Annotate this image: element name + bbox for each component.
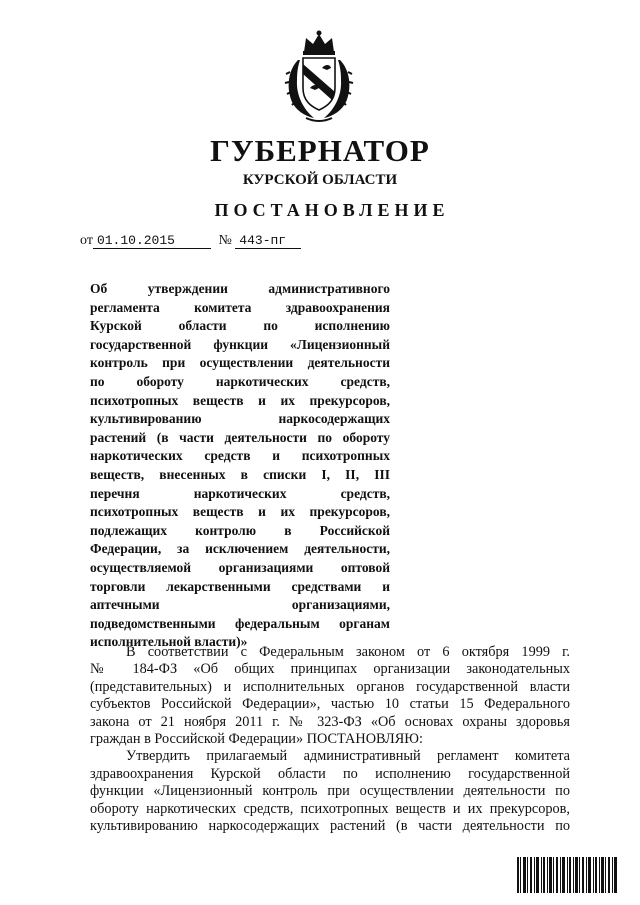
body-line: (представительных) и исполнительных органов государственной власти — [90, 678, 570, 695]
document-date: 01.10.2015 — [93, 233, 211, 249]
subject-line: Федерации, за исключением деятельности, — [90, 541, 390, 557]
date-label: от — [80, 233, 93, 248]
subject-line: Курской области по исполнению — [90, 318, 390, 334]
region-name: КУРСКОЙ ОБЛАСТИ — [242, 172, 398, 188]
document-number: 443-пг — [235, 233, 301, 249]
subject-line: психотропных веществ и их прекурсоров, — [90, 504, 390, 520]
subject-line: исполнительной власти)» — [90, 634, 248, 650]
subject-line: Об утверждении административного — [90, 281, 390, 296]
body-line: здравоохранения Курской области по исполнению государственной — [90, 765, 570, 782]
subject-line: растений (в части деятельности по обороту — [90, 429, 390, 445]
body-line: В соответствии с Федеральным законом от 6 октября 1999 г. — [126, 644, 570, 660]
subject-line: по обороту наркотических средств, — [90, 373, 390, 389]
body-line: обороту наркотических средств, психотропных веществ и их прекурсоров, — [90, 800, 570, 817]
subject-line: контроль при осуществлении деятельности — [90, 355, 390, 371]
subject-line: психотропных веществ и их прекурсоров, — [90, 392, 390, 408]
body-line: закона от 21 ноября 2011 г. № 323-ФЗ «Об основах охраны здоровья — [90, 713, 570, 730]
subject-line: перечня наркотических средств, — [90, 485, 390, 501]
document-type: ПОСТАНОВЛЕНИЕ — [214, 200, 450, 220]
subject-line: веществ, внесенных в списки I, II, III — [90, 466, 390, 482]
coat-of-arms-icon — [284, 30, 354, 124]
date-number-line — [80, 233, 301, 249]
number-label: № — [218, 233, 232, 248]
subject-line: торговли лекарственными средствами и — [90, 578, 390, 594]
subject-line: наркотических средств и психотропных — [90, 448, 390, 464]
body-line: функции «Лицензионный контроль при осуществлении деятельности по — [90, 783, 570, 800]
subject-heading — [90, 280, 390, 652]
subject-line: аптечными организациями, — [90, 597, 390, 613]
subject-line: подлежащих контролю в Российской — [90, 522, 390, 538]
body-text — [90, 644, 570, 835]
subject-line: осуществляемой организациями оптовой — [90, 559, 390, 575]
subject-line: культивированию наркосодержащих — [90, 411, 390, 427]
body-line: субъектов Российской Федерации», частью 10 статьи 15 Федерального — [90, 696, 570, 713]
body-line: граждан в Российской Федерации» ПОСТАНОВЛЯЮ: — [90, 731, 423, 748]
body-line: культивированию наркосодержащих растений (в части деятельности по — [90, 818, 570, 835]
barcode-icon — [517, 857, 617, 893]
subject-line: регламента комитета здравоохранения — [90, 299, 390, 315]
subject-line: государственной функции «Лицензионный — [90, 336, 390, 352]
subject-line: подведомственными федеральным органам — [90, 615, 390, 631]
body-line: Утвердить прилагаемый административный регламент комитета — [126, 748, 570, 765]
body-line: № 184-ФЗ «Об общих принципах организации законодательных — [90, 661, 570, 678]
document-title: ГУБЕРНАТОР — [210, 133, 430, 168]
